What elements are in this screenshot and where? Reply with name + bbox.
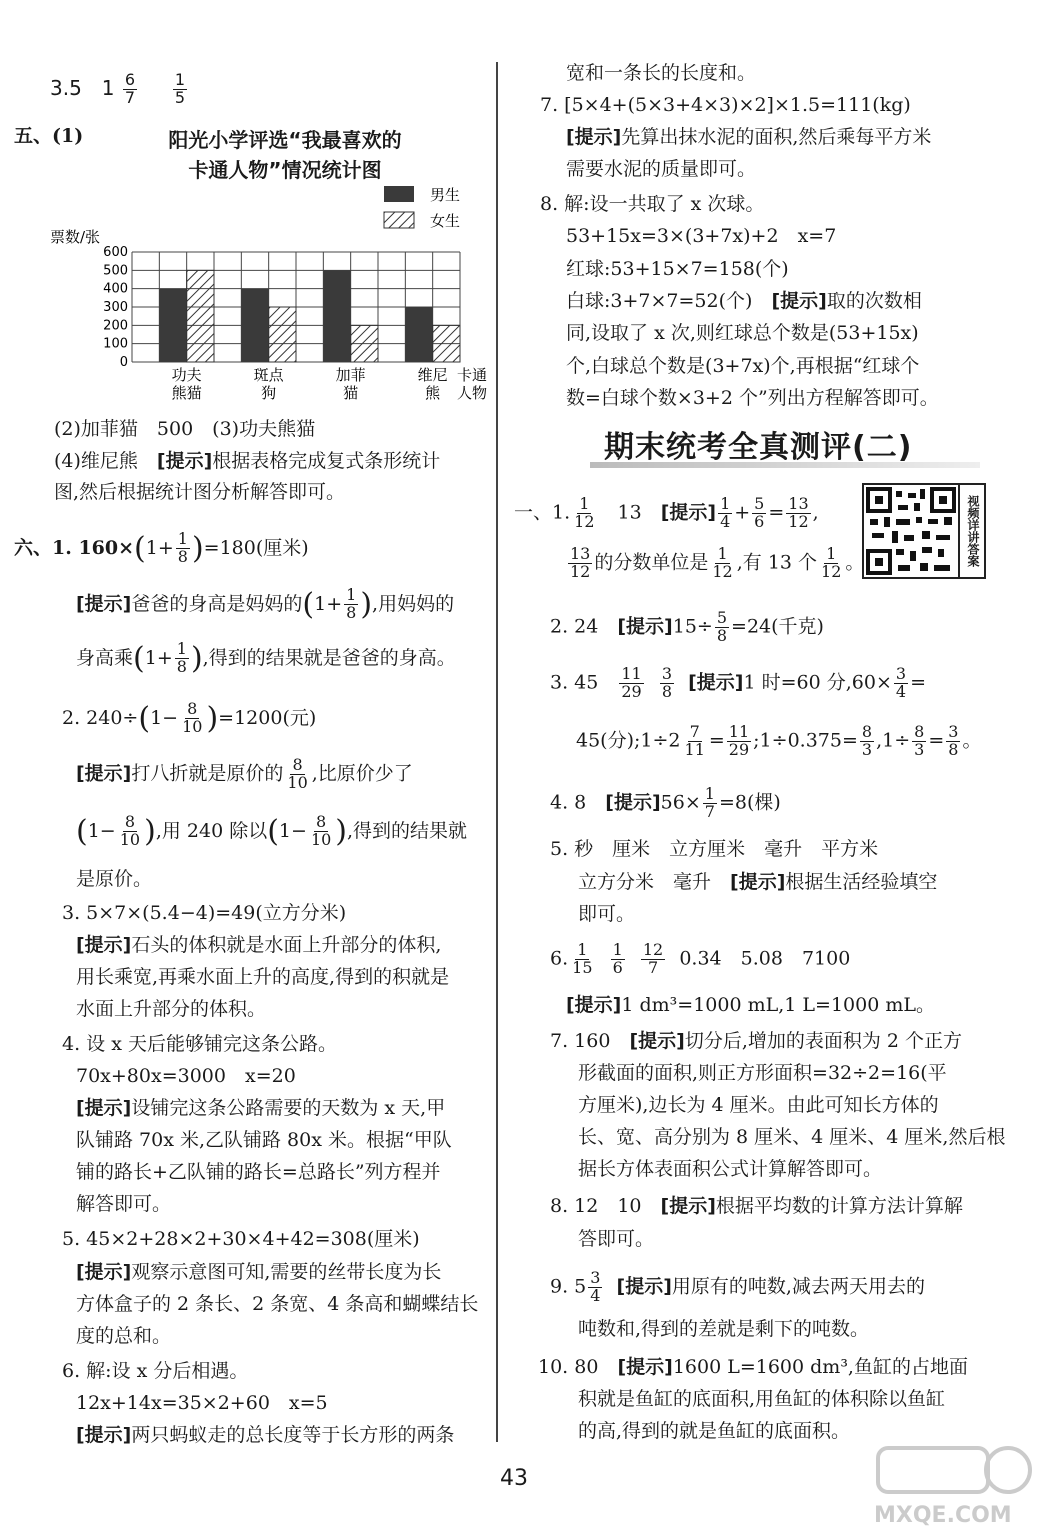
fraction: $\frac{1}{5}$ [174, 70, 186, 107]
answer-4-line1: (4)维尼熊 [提示]根据表格完成复式条形统计 [54, 450, 441, 472]
part1-q4: 4. 8 [提示]56× $\frac{1}{7}$ =8(棵) [550, 784, 781, 821]
y-tick-label: 0 [119, 355, 128, 370]
qr-code-pattern [864, 485, 958, 577]
hint-q7-line1: [提示]先算出抹水泥的面积,然后乘每平方米 [566, 126, 932, 148]
fraction: $\frac{3}{8}$ [661, 664, 672, 701]
bar-girls [269, 307, 296, 362]
y-tick-label: 300 [103, 300, 128, 315]
q8-answer: 8. 解:设一共取了 x 次球。 [540, 193, 765, 215]
fraction: $\frac{1}{12}$ [821, 544, 842, 581]
part1-q9: 9. 5 $\frac{3}{4}$ [提示]用原有的吨数,减去两天用去的 [550, 1268, 925, 1305]
fraction: $\frac{8}{10}$ [310, 812, 332, 850]
hint-q1-line1: [提示]爸爸的身高是妈妈的(1+ $\frac{1}{8}$ ),用妈妈的 [76, 585, 455, 623]
fraction: $\frac{7}{11}$ [684, 722, 705, 759]
x-tick-label: 加菲 [335, 366, 366, 384]
part1-q10: 10. 80 [提示]1600 L=1600 dm³,鱼缸的占地面 [538, 1356, 968, 1378]
fraction: $\frac{8}{3}$ [914, 722, 925, 759]
fraction: $\frac{3}{4}$ [895, 664, 907, 701]
legend-swatch-girls [384, 212, 414, 228]
y-tick-label: 200 [103, 318, 128, 334]
q6-equation: 12x+14x=35×2+60 x=5 [76, 1392, 328, 1414]
x-tick-label: 猫 [343, 384, 359, 402]
part1-q6: 6. $\frac{1}{15}$ $\frac{1}{6}$ $\frac{12}{7}$ 0.34 5.08 7100 [550, 940, 851, 977]
watermark-logo [868, 1440, 1038, 1530]
watermark-text: MXQE.COM [874, 1503, 1012, 1528]
part1-q5-line3: 即可。 [578, 903, 636, 925]
fraction: $\frac{13}{12}$ [570, 544, 591, 581]
column-divider [496, 62, 498, 1442]
bar-boys [159, 289, 186, 362]
hint-q6-line2: 宽和一条长的长度和。 [566, 62, 757, 84]
fraction: $\frac{1}{12}$ [712, 544, 733, 581]
part1-q6-hint: [提示]1 dm³=1000 mL,1 L=1000 mL。 [566, 994, 935, 1016]
hint-q4-line3: 铺的路长+乙队铺的路长=总路长”列方程并 [76, 1161, 441, 1183]
q4-answer: 4. 设 x 天后能够铺完这条公路。 [62, 1033, 337, 1055]
hint-q1-line2: 身高乘(1+ $\frac{1}{8}$ ),得到的结果就是爸爸的身高。 [76, 639, 456, 677]
hint-q3-line1: [提示]石头的体积就是水面上升部分的体积, [76, 934, 442, 956]
hint-q2-line2: (1− $\frac{8}{10}$ ),用 240 除以(1− $\frac{8}{10}$ ),得到的结果就 [76, 812, 468, 850]
x-tick-label: 狗 [261, 384, 277, 402]
section-five-label: 五、(1) [14, 125, 84, 147]
legend-swatch-boys [384, 186, 414, 202]
part1-q10-line2: 积就是鱼缸的底面积,用鱼缸的体积除以鱼缸 [578, 1388, 946, 1410]
grouped-bar-chart [50, 180, 490, 405]
hint-q6-line1: [提示]两只蚂蚁走的总长度等于长方形的两条 [76, 1424, 455, 1446]
part1-q1: 一、1. $\frac{1}{12}$ 13 [提示] $\frac{1}{4}$ + $\frac{5}{6}$ = $\frac{13}{12}$ , [514, 494, 819, 531]
bar-girls [433, 325, 460, 362]
y-tick-label: 400 [103, 281, 128, 297]
qr-code[interactable] [862, 483, 960, 579]
hint-q4-line1: [提示]设铺完这条公路需要的天数为 x 天,甲 [76, 1097, 446, 1119]
y-tick-label: 100 [103, 336, 128, 352]
q8-white: 白球:3+7×7=52(个) [提示]取的次数相 [566, 290, 922, 312]
q4-equation: 70x+80x=3000 x=20 [76, 1065, 296, 1087]
part1-q2: 2. 24 [提示]15÷ $\frac{5}{8}$ =24(千克) [550, 608, 824, 645]
hint-q7-line2: 需要水泥的质量即可。 [566, 158, 757, 180]
bar-boys [241, 289, 268, 362]
bar-boys [405, 307, 432, 362]
fraction: $\frac{5}{8}$ [716, 608, 728, 645]
part1-q7-line5: 据长方体表面积公式计算解答即可。 [578, 1158, 883, 1180]
q8-equation: 53+15x=3×(3+7x)+2 x=7 [566, 225, 837, 247]
q3-answer: 3. 5×7×(5.4−4)=49(立方分米) [62, 902, 347, 924]
fraction: $\frac{11}{29}$ [621, 664, 642, 701]
part1-q7-line2: 形截面的面积,则正方形面积=32÷2=16(平 [578, 1062, 947, 1084]
x-tick-label: 维尼 [417, 366, 448, 384]
hint-q4-line4: 解答即可。 [76, 1193, 172, 1215]
fraction: $\frac{8}{3}$ [861, 722, 873, 759]
qr-video-label: 视频详讲答案 [958, 483, 986, 579]
section-six-q1: 六、1. 160×(1+ $\frac{1}{8}$ )=180(厘米) [14, 529, 309, 567]
fraction: $\frac{11}{29}$ [728, 722, 750, 759]
hint-q2-line3: 是原价。 [76, 868, 153, 890]
q8-red: 红球:53+15×7=158(个) [566, 258, 789, 280]
fraction: $\frac{13}{12}$ [788, 494, 809, 531]
hint-q5-line2: 方体盒子的 2 条长、2 条宽、4 条高和蝴蝶结长 [76, 1293, 479, 1315]
answer-4-line2: 图,然后根据统计图分析解答即可。 [54, 481, 346, 503]
fraction: $\frac{1}{6}$ [612, 940, 623, 977]
part1-q8: 8. 12 10 [提示]根据平均数的计算方法计算解 [550, 1195, 963, 1217]
fraction: $\frac{3}{4}$ [590, 1268, 601, 1305]
answers-2-3: (2)加菲猫 500 (3)功夫熊猫 [54, 418, 316, 440]
q7-answer: 7. [5×4+(5×3+4×3)×2]×1.5=111(kg) [540, 94, 911, 116]
hint-q3-line3: 水面上升部分的体积。 [76, 998, 267, 1020]
hint-q3-line2: 用长乘宽,再乘水面上升的高度,得到的积就是 [76, 966, 450, 988]
part1-q7-line3: 方厘米),边长为 4 厘米。由此可知长方体的 [578, 1094, 939, 1116]
fraction: $\frac{1}{8}$ [177, 529, 188, 567]
fraction: $\frac{1}{8}$ [176, 639, 187, 677]
hint-q8-line2: 同,设取了 x 次,则红球总个数是(53+15x) [566, 322, 919, 344]
fraction: $\frac{1}{8}$ [346, 585, 357, 623]
y-tick-label: 500 [103, 263, 128, 279]
hint-q2-line1: [提示]打八折就是原价的 $\frac{8}{10}$ ,比原价少了 [76, 755, 413, 792]
answer-3: 3.5 1 $\frac{6}{7}$ $\frac{1}{5}$ [50, 70, 186, 107]
x-tick-label: 功夫 [171, 366, 202, 384]
x-tick-label: 熊猫 [171, 384, 202, 402]
part1-q5-line2: 立方分米 毫升 [提示]根据生活经验填空 [578, 871, 938, 893]
bar-boys [323, 270, 350, 362]
fraction: $\frac{8}{10}$ [182, 699, 203, 737]
x-tick-label: 熊 [425, 384, 441, 402]
legend-label-girls: 女生 [430, 212, 461, 230]
part1-q3-line2: 45(分);1÷2 $\frac{7}{11}$ = $\frac{11}{29}$ ;1÷0.375= $\frac{8}{3}$ ,1÷ $\frac{8}{3}$ = $\frac{3}{8}$ 。 [576, 722, 982, 759]
chart-title-line1: 阳光小学评选“我最喜欢的 [168, 128, 402, 152]
chart-title-line2: 卡通人物”情况统计图 [188, 158, 382, 182]
fraction: $\frac{12}{7}$ [642, 940, 664, 977]
fraction: $\frac{1}{7}$ [704, 784, 715, 821]
part1-q3: 3. 45 $\frac{11}{29}$ $\frac{3}{8}$ [提示]1 时=60 分,60× $\frac{3}{4}$ = [550, 664, 926, 701]
section-title: 期末统考全真测评(二) [604, 430, 913, 465]
fraction: $\frac{1}{4}$ [720, 494, 731, 531]
bar-girls [351, 325, 378, 362]
part1-q8-line2: 答即可。 [578, 1228, 655, 1250]
fraction: $\frac{3}{8}$ [948, 722, 959, 759]
y-axis-label: 票数/张 [50, 228, 101, 246]
hint-q8-line3: 个,白球总个数是(3+7x)个,再根据“红球个 [566, 355, 920, 377]
x-tick-label: 斑点 [253, 366, 284, 384]
part1-q5: 5. 秒 厘米 立方厘米 毫升 平方米 [550, 838, 879, 860]
hint-q5-line3: 度的总和。 [76, 1325, 172, 1347]
part1-q7: 7. 160 [提示]切分后,增加的表面积为 2 个正方 [550, 1030, 963, 1052]
x-axis-label: 人物 [456, 384, 488, 402]
bar-girls [187, 270, 214, 362]
hint-label: [提示] [156, 450, 213, 472]
fraction: $\frac{1}{15}$ [572, 940, 593, 977]
part1-q10-line3: 的高,得到的就是鱼缸的底面积。 [578, 1420, 851, 1442]
hint-q5-line1: [提示]观察示意图可知,需要的丝带长度为长 [76, 1261, 442, 1283]
fraction: $\frac{8}{10}$ [119, 812, 141, 850]
legend-label-boys: 男生 [430, 186, 461, 204]
q6-answer: 6. 解:设 x 分后相遇。 [62, 1360, 249, 1382]
part1-q9-line2: 吨数和,得到的差就是剩下的吨数。 [578, 1318, 870, 1340]
q2-answer: 2. 240÷(1− $\frac{8}{10}$ )=1200(元) [62, 699, 317, 737]
part1-q7-line4: 长、宽、高分别为 8 厘米、4 厘米、4 厘米,然后根 [578, 1126, 1006, 1148]
part1-q1-line2: $\frac{13}{12}$ 的分数单位是 $\frac{1}{12}$ ,有 13 个 $\frac{1}{12}$ 。 [570, 544, 865, 581]
hint-q8-line4: 数=白球个数×3+2 个”列出方程解答即可。 [566, 387, 939, 409]
q5-answer: 5. 45×2+28×2+30×4+42=308(厘米) [62, 1228, 420, 1250]
y-tick-label: 600 [103, 245, 128, 260]
fraction: $\frac{5}{6}$ [754, 494, 765, 531]
fraction: $\frac{8}{10}$ [287, 755, 308, 792]
page-number: 43 [500, 1466, 528, 1491]
fraction: $\frac{6}{7}$ [124, 70, 136, 107]
hint-q4-line2: 队铺路 70x 米,乙队铺路 80x 米。根据“甲队 [76, 1129, 452, 1151]
fraction: $\frac{1}{12}$ [574, 494, 595, 531]
x-axis-label: 卡通 [456, 366, 488, 384]
